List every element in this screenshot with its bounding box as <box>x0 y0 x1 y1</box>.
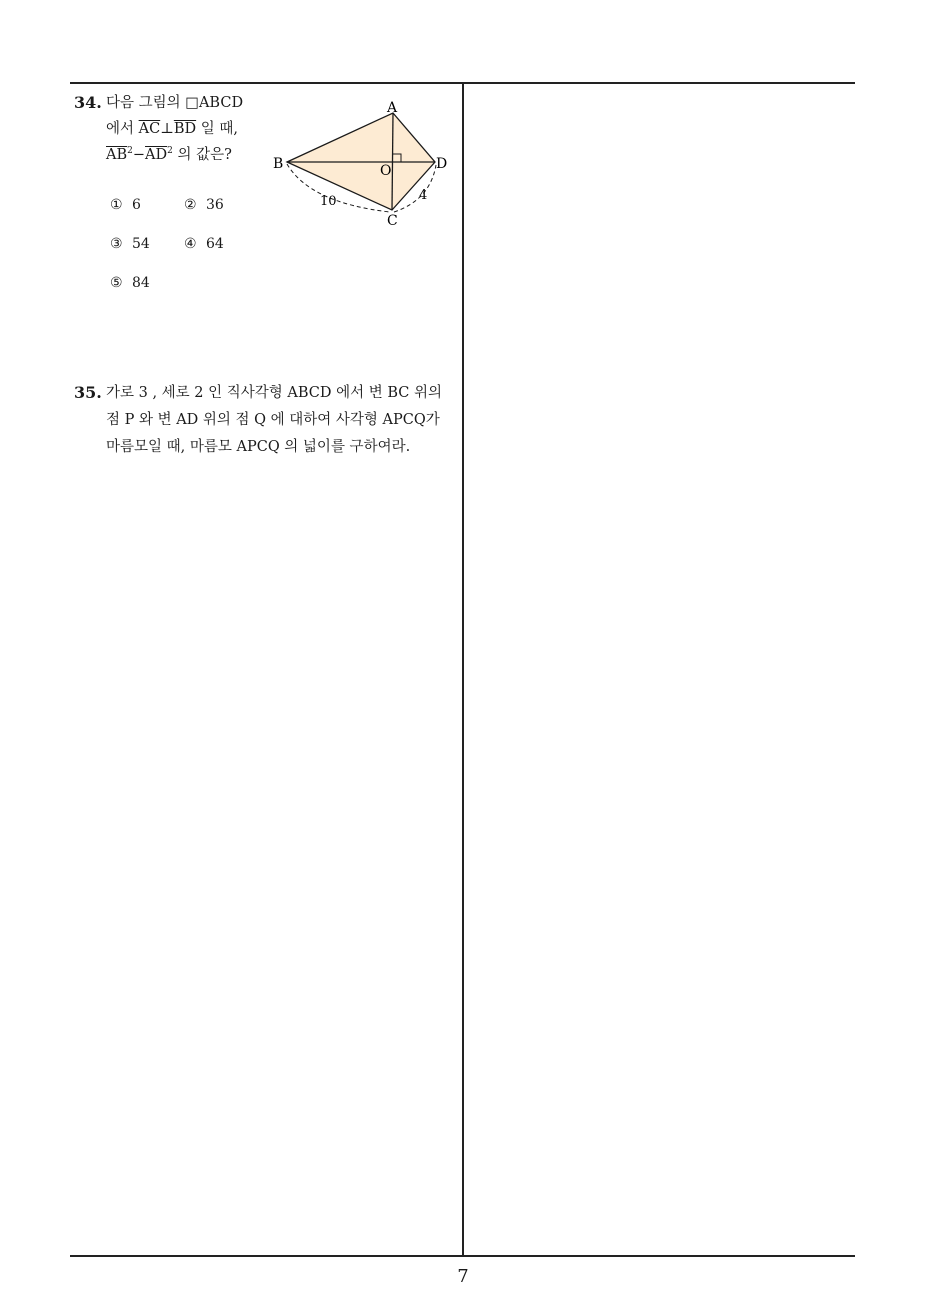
question-text-line-1: 다음 그림의 □ABCD <box>106 95 244 111</box>
segment-ab: $\overline{AB}$ <box>106 147 128 163</box>
segment-bd: $\overline{BD}$ <box>173 121 197 137</box>
length-bc: 10 <box>320 194 337 209</box>
segment-ac: $\overline{AC}$ <box>138 121 161 137</box>
choice-value: 64 <box>206 236 224 252</box>
choice-1[interactable] <box>110 192 141 218</box>
question-text-line-1: 가로 3 , 세로 2 인 직사각형 ABCD 에서 변 BC 위의 <box>106 385 442 401</box>
exponent: 2 <box>167 146 173 157</box>
choice-value: 36 <box>206 197 224 213</box>
question-text-line-2 <box>106 116 238 142</box>
bottom-rule <box>70 1255 855 1257</box>
text-part: 일 때, <box>196 121 238 137</box>
quadrilateral-figure <box>270 95 460 230</box>
question-text-line-3: 마름모일 때, 마름모 APCQ 의 넓이를 구하여라. <box>106 439 411 455</box>
question-35 <box>74 380 464 470</box>
segment-ad: $\overline{AD}$ <box>145 147 168 163</box>
minus-sign: − <box>132 147 146 163</box>
choice-value: 6 <box>132 197 141 213</box>
label-o: O <box>380 163 392 179</box>
choice-mark: ② <box>184 197 197 213</box>
choice-2[interactable] <box>184 192 224 218</box>
label-c: C <box>387 213 398 229</box>
choice-4[interactable] <box>184 231 224 257</box>
choice-3[interactable] <box>110 231 150 257</box>
choice-value: 54 <box>132 236 150 252</box>
question-text-line-2: 점 P 와 변 AD 위의 점 Q 에 대하여 사각형 APCQ가 <box>106 412 440 428</box>
choice-value: 84 <box>132 275 150 291</box>
label-a: A <box>387 100 398 116</box>
column-divider <box>462 82 464 1256</box>
label-d: D <box>436 156 448 172</box>
text-part: 에서 <box>106 121 139 137</box>
choice-mark: ⑤ <box>110 275 123 291</box>
text-part: 의 값은? <box>172 147 232 163</box>
choice-mark: ① <box>110 197 123 213</box>
exponent: 2 <box>127 146 133 157</box>
choice-mark: ③ <box>110 236 123 252</box>
page-number: 7 <box>457 1266 469 1287</box>
label-b: B <box>273 156 284 172</box>
choice-5[interactable] <box>110 270 150 296</box>
question-text-line-3 <box>106 142 232 168</box>
perp-symbol: ⊥ <box>160 121 174 137</box>
question-number: 35. <box>74 383 102 402</box>
question-number: 34. <box>74 93 102 112</box>
choice-mark: ④ <box>184 236 197 252</box>
length-cd: 4 <box>419 188 428 203</box>
